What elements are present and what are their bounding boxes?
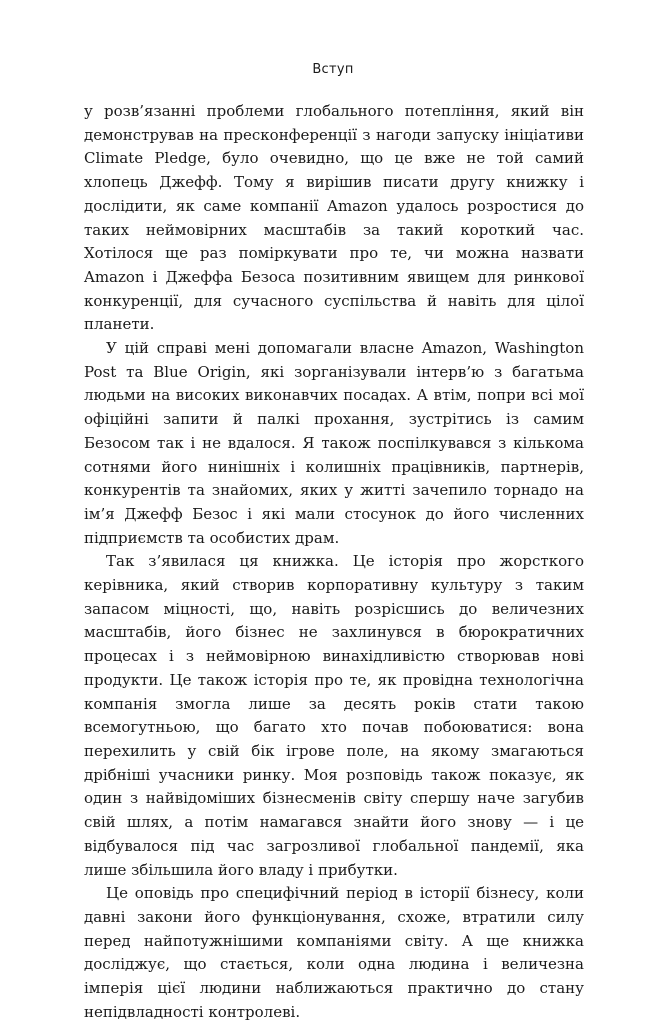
paragraph-2: У цій справі мені допомагали власне Amazon, Washington Post та Blue Origin, які зорганізували інтерв’ю з багатьма людьми на високих виконавчих посадах. А втім, попри всі мої офіційні запити й палкі прохання, зустрітись із самим Безосом так і не вдалося. Я також поспілкувався з кількома сотнями його нинішніх і колишніх працівників, партнерів, конкурентів та знайомих, яких у житті зачепило торнадо на ім’я Джефф Безос і які мали стосунок до його численних підприємств та особистих драм. <box>84 339 584 547</box>
paragraph-3: Так з’явилася ця книжка. Це історія про жорсткого керівника, який створив корпоративну культуру з таким запасом міцності, що, навіть розрісшись до величезних масштабів, його бізнес не захлинувся в бюрократичних процесах і з неймовірною винахідливістю створював нові продукти. Це також історія про те, як провідна технологічна компанія змогла лише за десять років стати такою всемогутньою, що багато хто почав побоюватися: вона перехилить у свій бік ігрове поле, на якому змагаються дрібніші учасники ринку. Моя розповідь також показує, як один з найвідоміших бізнесменів світу спершу наче загубив свій шлях, а потім намагався знайти його знову — і це відбувалося під час загрозливої глобальної пандемії, яка лише збільшила його владу і прибутки. <box>84 552 584 879</box>
paragraph-1: у розв’язанні проблеми глобального потепління, який він демонстрував на пресконференції з нагоди запуску ініціативи Climate Pledge, було очевидно, що це вже не той самий хлопець Джефф. Тому я вирішив писати другу книжку і дослідити, як саме компанії Amazon удалось розростися до таких неймовірних масштабів за такий короткий час. Хотілося ще раз поміркувати про те, чи можна назвати Amazon і Джеффа Безоса позитивним явищем для ринкової конкуренції, для сучасного суспільства й навіть для цілої планети. <box>84 102 584 334</box>
paragraph-4: Це оповідь про специфічний період в історії бізнесу, коли давні закони його функціонування, схоже, втратили силу перед найпотужнішими компаніями світу. А ще книжка досліджує, що стається, коли одна людина і величезна імперія цієї людини наближаються практично до стану непідвладності контролеві. <box>84 884 584 1021</box>
running-head: Вступ <box>312 62 354 77</box>
body-text <box>84 100 584 1024</box>
